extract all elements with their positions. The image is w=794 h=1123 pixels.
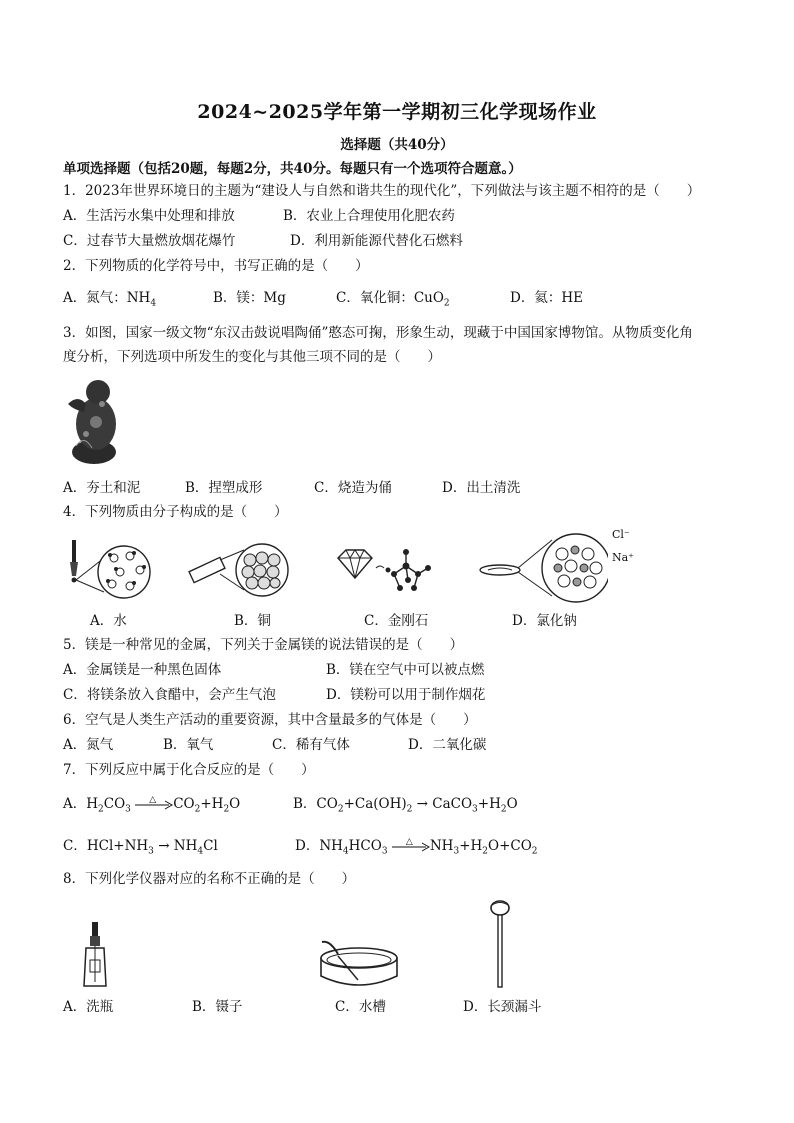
q4-stem: 4．下列物质由分子构成的是（ ） <box>63 504 288 520</box>
q7-option-a-label: A． <box>63 796 87 812</box>
q5-stem: 5．镁是一种常见的金属，下列关于金属镁的说法错误的是（ ） <box>63 637 464 653</box>
q8-option-a: A．洗瓶 <box>63 999 114 1015</box>
heat-symbol: △ <box>149 794 157 805</box>
q3-option-a: A．夯土和泥 <box>63 480 141 496</box>
q6-stem: 6．空气是人类生产活动的重要资源，其中含量最多的气体是（ ） <box>63 712 477 728</box>
q1-option-b: B．农业上合理使用化肥农药 <box>283 208 455 224</box>
sodium-ion-label: Na⁺ <box>612 551 634 564</box>
wash-bottle-image <box>78 920 114 990</box>
q5-option-c: C．将镁条放入食醋中，会产生气泡 <box>63 687 276 703</box>
heat-arrow-icon <box>392 836 430 852</box>
q8-option-b: B．镊子 <box>192 999 243 1015</box>
q7-option-b: B．$CO_2+Ca(OH)_2$ → $CaCO_3+H_2O$ <box>293 796 518 815</box>
q2-option-a <box>63 289 156 313</box>
q1-stem: 1．2023年世界环境日的主题为“建设人与自然和谐共生的现代化”，下列做法与该主题不相符的是（ ） <box>63 183 701 199</box>
heat-symbol: △ <box>405 836 413 847</box>
page-title: 2024~2025学年第一学期初三化学现场作业 <box>197 101 597 123</box>
q7-option-a: A．$H_2CO_3$ △ $CO_2+H_2O$ <box>63 795 240 819</box>
q2-option-a-sub: 4 <box>150 298 157 309</box>
q3-stem-line2: 度分析，下列选项中所发生的变化与其他三项不同的是（ ） <box>63 349 441 365</box>
q7-option-d: D．$NH_4HCO_3$ △ $NH_3+H_2O+CO_2$ <box>295 837 538 861</box>
sodium-chloride-lattice-diagram <box>478 526 608 608</box>
q2-option-c <box>336 289 450 313</box>
pottery-figurine-image <box>62 374 124 466</box>
q7-option-b-label: B． <box>293 796 317 812</box>
q6-option-a: A．氮气 <box>63 737 114 753</box>
q7-stem: 7．下列反应中属于化合反应的是（ ） <box>63 762 315 778</box>
q3-option-b: B．捏塑成形 <box>185 480 263 496</box>
q8-stem: 8．下列化学仪器对应的名称不正确的是（ ） <box>63 871 356 887</box>
q2-stem: 2．下列物质的化学符号中，书写正确的是（ ） <box>63 258 369 274</box>
q6-option-d: D．二氧化碳 <box>408 737 487 753</box>
q3-stem-line1: 3．如图，国家一级文物“东汉击鼓说唱陶俑”憨态可掬，形象生动，现藏于中国国家博物馆。从物质变化角 <box>63 325 693 341</box>
q2-option-d: D．氦：HE <box>510 290 583 306</box>
q1-option-a: A．生活污水集中处理和排放 <box>63 208 235 224</box>
copper-lattice-diagram <box>186 536 298 600</box>
q1-option-d: D．利用新能源代替化石燃料 <box>290 233 463 249</box>
water-trough-image <box>318 936 400 990</box>
q2-option-c-sub: 2 <box>443 298 450 309</box>
q2-option-a-text: A．氮气：NH <box>63 290 151 306</box>
q5-option-d: D．镁粉可以用于制作烟花 <box>326 687 486 703</box>
long-neck-funnel-image <box>488 898 512 990</box>
q3-option-d: D．出土清洗 <box>442 480 521 496</box>
q7-option-c-label: C． <box>63 838 87 854</box>
chloride-ion-label: Cl⁻ <box>612 528 630 541</box>
q8-option-c: C．水槽 <box>335 999 386 1015</box>
q7-option-c: C．$HCl+NH_3 \to NH_4Cl$ <box>63 838 218 857</box>
q1-option-c: C．过春节大量燃放烟花爆竹 <box>63 233 236 249</box>
q2-option-c-text: C．氧化铜：CuO <box>336 290 444 306</box>
q5-option-b: B．镁在空气中可以被点燃 <box>326 662 485 678</box>
q4-option-a: A．水 <box>90 613 127 629</box>
q6-option-b: B．氧气 <box>163 737 214 753</box>
water-molecule-diagram <box>64 536 164 600</box>
section-subtitle: 选择题（共40分） <box>340 137 454 153</box>
diamond-structure-diagram <box>334 546 434 596</box>
q6-option-c: C．稀有气体 <box>272 737 350 753</box>
q8-option-d: D．长颈漏斗 <box>463 999 542 1015</box>
q2-option-b: B．镁：Mg <box>213 290 286 306</box>
q4-option-b: B．铜 <box>234 613 271 629</box>
q5-option-a: A．金属镁是一种黑色固体 <box>63 662 222 678</box>
q3-option-c: C．烧造为俑 <box>314 480 392 496</box>
heat-arrow-icon <box>135 794 173 810</box>
q4-option-d: D．氯化钠 <box>512 613 577 629</box>
q7-option-d-label: D． <box>295 838 320 854</box>
q4-option-c: C．金刚石 <box>364 613 429 629</box>
section-instructions: 单项选择题（包括20题，每题2分，共40分。每题只有一个选项符合题意。） <box>63 161 522 177</box>
